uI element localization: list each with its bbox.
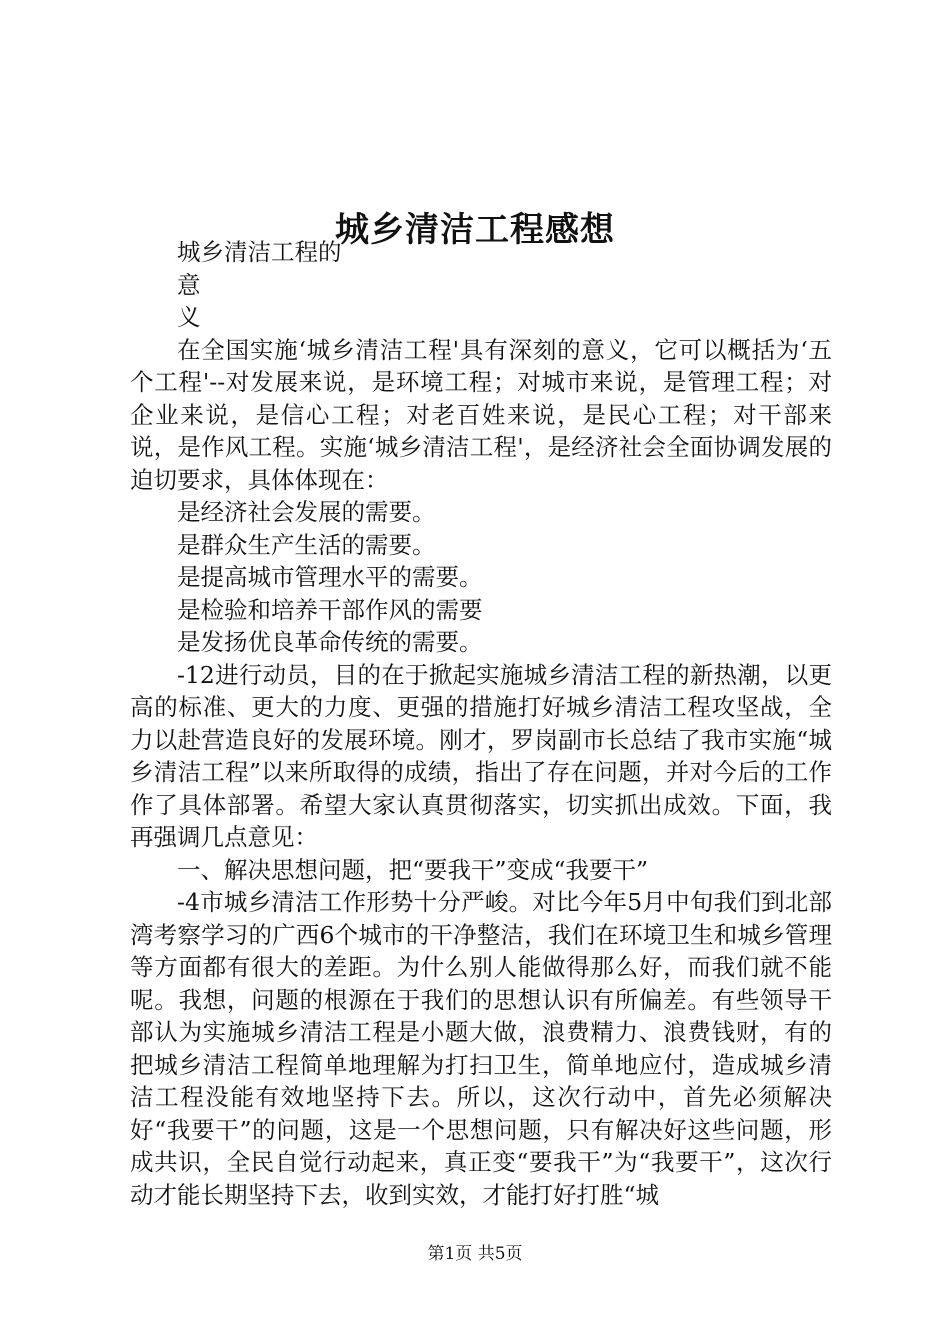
document-title: 城乡清洁工程感想 bbox=[335, 209, 615, 250]
heading-line-2: 意 bbox=[177, 270, 201, 299]
list-item-cadres: 是检验和培养干部作风的需要 bbox=[177, 595, 483, 624]
list-item-public: 是群众生产生活的需要。 bbox=[177, 530, 436, 559]
heading-line-1: 城乡清洁工程的 bbox=[177, 238, 342, 266]
paragraph-significance: 在全国实施‘城乡清洁工程'具有深刻的意义，它可以概括为‘五个工程'--对发展来说，是环境工程；对城市来说，是管理工程；对企业来说，是信心工程；对老百姓来说，是民心工程；对干部来说，是作风工程。实施‘城乡清洁工程'，是经济社会全面协调发展的迫切要求，具体体现在： bbox=[130, 335, 832, 494]
list-item-tradition: 是发扬优良革命传统的需要。 bbox=[177, 628, 483, 656]
list-item-economic: 是经济社会发展的需要。 bbox=[177, 498, 436, 526]
heading-line-3: 义 bbox=[177, 303, 201, 331]
document-body bbox=[130, 236, 832, 1211]
list-item-management: 是提高城市管理水平的需要。 bbox=[177, 563, 483, 591]
section-heading-1: 一、解决思想问题，把“要我干”变成“我要干” bbox=[177, 855, 649, 884]
paragraph-mobilization: -12进行动员，目的在于掀起实施城乡清洁工程的新热潮，以更高的标准、更大的力度、更强的措施打好城乡清洁工程攻坚战，全力以赴营造良好的发展环境。刚才，罗岗副市长总结了我市实施“城乡清洁工程”以来所取得的成绩，指出了存在问题，并对今后的工作作了具体部署。希望大家认真贯彻落实，切实抓出成效。下面，我再强调几点意见： bbox=[130, 660, 832, 851]
paragraph-situation: -4市城乡清洁工作形势十分严峻。对比今年5月中旬我们到北部湾考察学习的广西6个城市的干净整洁，我们在环境卫生和城乡管理等方面都有很大的差距。为什么别人能做得那么好，而我们就不能呢。我想，问题的根源在于我们的思想认识有所偏差。有些领导干部认为实施城乡清洁工程是小题大做，浪费精力、浪费钱财，有的把城乡清洁工程简单地理解为打扫卫生，简单地应付，造成城乡清洁工程没能有效地坚持下去。所以，这次行动中，首先必须解决好“我要干”的问题，这是一个思想问题，只有解决好这些问题，形成共识，全民自觉行动起来，真正变“要我干”为“我要干”，这次行动才能长期坚持下去，收到实效，才能打好打胜“城 bbox=[130, 888, 832, 1209]
page-footer: 第1页 共5页 bbox=[427, 1244, 523, 1264]
